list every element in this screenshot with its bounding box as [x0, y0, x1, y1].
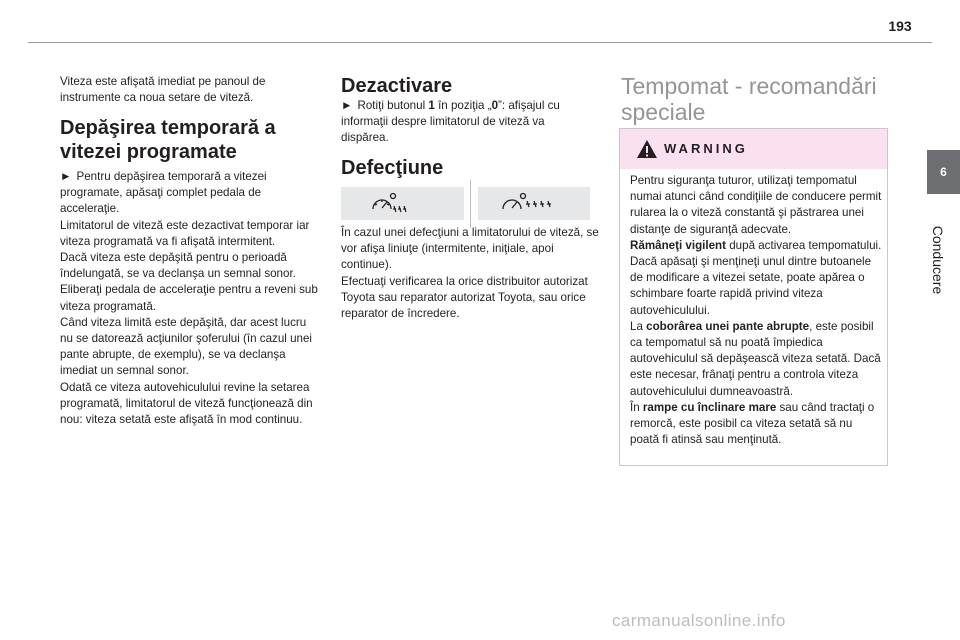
dashes-icon [526, 201, 551, 207]
speedometer-dashes-image-1 [341, 187, 464, 220]
page-number: 193 [888, 18, 912, 34]
section-heading-override: Depăşirea temporară a vitezei programate [60, 117, 276, 163]
fault-text: În cazul unei defecţiuni a limitatorului de viteză, se vor afişa liniuţe (intermitente, iniţiale, apoi continue). Efectuaţi verificarea la orice distribuitor autorizat Toyota sau reparator autorizat Toyota, sau orice reparator de încredere. [341, 226, 599, 321]
section-heading-cruise: Tempomat - recomandări speciale [621, 73, 877, 125]
bullet-arrow-icon: ► [341, 99, 353, 112]
heading-deactivation: Dezactivare [341, 75, 453, 97]
chapter-label: Conducere [930, 225, 946, 295]
deactivation-text: ► Rotiţi butonul 1 în poziţia „0”: afişajul cu informaţii despre limitatorul de viteză va dispărea. [341, 99, 560, 145]
warning-box [619, 128, 888, 466]
heading-fault: Defecţiune [341, 157, 444, 179]
speedometer-icon [373, 194, 396, 210]
warning-triangle-icon [636, 139, 658, 159]
top-rule [28, 42, 932, 43]
speedometer-icon [503, 194, 526, 210]
col1-body: ► Pentru depăşirea temporară a vitezei programate, apăsaţi complet pedala de acceleraţie. Limitatorul de viteză este dezactivat temporar iar viteza programată va fi afişată intermitent. Dacă viteza este depăşită pentru o perioadă îndelungată, se va declanşa un semnal sonor. Eliberaţi pedala de acceleraţie pentru a reveni sub viteza programată. Când viteza limită este depăşită, dar acest lucru nu se datorează acţiunilor şoferului (în cazul unei pante abrupte, de exemplu), se va declanşa imediat un semnal sonor. Odată ce viteza autovehiculului revine la setarea programată, limitatorul de viteză funcţionează din nou: viteza setată este afişată în mod continuu. [60, 170, 318, 427]
dashes-icon [393, 206, 406, 212]
warning-body: Pentru siguranţa tuturor, utilizaţi tempomatul numai atunci când condiţiile de conducere permit rularea la o viteză constantă şi păstrarea unei distanţe de siguranţă adecvate. Rămâneţi vigilent după activarea tempomatului. Dacă apăsaţi şi menţineţi unul dintre butoanele de modificare a vitezei setate, poate apărea o schimbare foarte rapidă privind viteza autovehiculului. La coborârea unei pante abrupte, este posibil ca tempomatul să nu poată împiedica autovehiculul să depăşească viteza setată. Dacă este necesar, frânaţi pentru a controla viteza autovehiculului dumneavoastră. În rampe cu înclinare mare sau când tractaţi o remorcă, este posibil ca viteza setată să nu poată fi atinsă sau menţinută. [630, 174, 882, 447]
intro-text: Viteza este afişată imediat pe panoul de instrumente ca noua setare de viteză. [60, 75, 266, 105]
chapter-tab[interactable]: 6 [927, 150, 960, 194]
speedometer-dashes-image-2 [478, 187, 590, 220]
bullet-arrow-icon: ► [60, 170, 72, 183]
watermark: carmanualsonline.info [612, 611, 786, 630]
warning-header [620, 129, 887, 169]
image-divider [470, 180, 471, 228]
warning-title: WARNING [664, 141, 748, 156]
